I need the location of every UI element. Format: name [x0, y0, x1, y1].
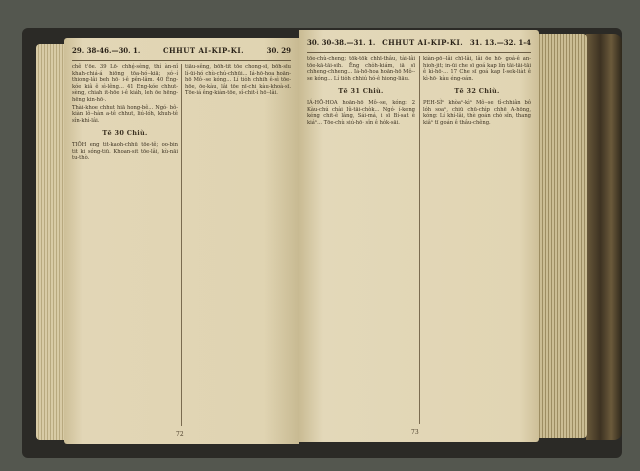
right-col2-top-text: kiàn-pō·-lâi chī-lâi, lâi ōe hō· goá-ê an-hioh-jit; in-ūi che sī goá kap lín tāi-tāi-tāi ê kì-hō·... 17 Che sī goá kap Í-sek-lia̍t ê kì-hō· kàu éng-oán. — [423, 56, 531, 82]
left-page — [64, 38, 299, 444]
right-header-ref: 30. 30-38.—31. 1. — [307, 38, 376, 47]
left-column-2 — [185, 64, 291, 98]
chapter-heading-31: Tē 31 Chiù. — [338, 87, 384, 96]
right-page — [299, 30, 539, 442]
left-page-edges — [36, 44, 66, 440]
book-cover-edge — [586, 34, 622, 440]
left-running-header — [72, 46, 291, 61]
left-header-ref-right: 30. 29 — [266, 46, 291, 55]
right-running-header — [307, 38, 531, 53]
right-header-title: CHHUT AI-KIP-KI. — [382, 38, 464, 47]
right-column-1 — [307, 56, 415, 127]
left-column-1 — [72, 64, 178, 163]
left-page-number: 72 — [176, 431, 184, 438]
left-header-ref: 29. 38-46.—30. 1. — [72, 46, 141, 55]
right-col1-top-text: tōe-chù-cheng; tōk-tōk chhī-thâu, tài-lâi tōe-kā-tāi-sih. Ēng cho̍h-kiám, iā sī chheng-chheng... Iá-hō-hoa hoān-hō Mô·-se kóng... Lí tio̍h chhiú hó-ê hiong-liāu. — [307, 56, 415, 82]
left-col2-text: tiāu-sêng, bōh-tit tōe chong-sī, bōh-sīu lí-ūi-hó chù-chú-chhūi... Iá-hō-hoa hoān-hō Mô·-se kóng... Lí tio̍h chhih ê-sì tōe-hōe, ōe-kàu, lâi tōe nī-chi kàu-khoà-sī. Tōe-iá êng-kiàn-tōe, sî-chit-ì hō·-lâi. — [185, 64, 291, 97]
left-col1-top-text: chê t'öe. 39 Lō· chhé̤-sèng, thi̍ àn-nî khah-chiá-á hiōng tōa-hó·-kiā; só·-í thiong-lâi beh hō· i-ê pên-lâm. 40 Êng-kóe kiâ ê sì-lêng... 41 Eng-kóe chhut-sèng, chiah it-hōe i-ê kia̍h, leh ōe hēng-hēng kin-hō·. — [72, 64, 178, 103]
chapter-heading-32: Tē 32 Chiù. — [454, 87, 500, 96]
right-column-2 — [423, 56, 531, 127]
left-col1-mid-text: Thài-khoe chhut hiā hong-bê... Ngó· bô-kiàn lô·-hàn a-tê chhut, liú-lóh, khuh-tê sîn-khì-lâi. — [72, 104, 178, 124]
right-page-number: 73 — [411, 429, 419, 436]
right-header-ref-right: 31. 13.—32. 1-4 — [469, 38, 531, 47]
right-col1-bottom-text: IÁ-HŌ-HOA hoān-hō Mô·-se, kóng: 2 Kàu-chú chài Iû-tāi-chòk... Ngó· í-keng kéng chit-ê lâng, Sái-má, i sī Bí-sat ê kiáⁿ... Tōe-chù siú-hō· sîn ê ho̍k-sāi. — [307, 99, 415, 126]
left-col1-bottom-text: TIŌH eng tit-kaoh-chhū tōe-tê; oo-bin tit ki sóng-tiū. Khoan-sit tōe-lâi, kù-nāi tu-thò. — [72, 141, 178, 162]
right-page-edges — [537, 34, 587, 438]
column-divider — [181, 64, 182, 426]
column-divider — [419, 56, 420, 424]
left-header-title: CHHUT AI-KIP-KI. — [162, 46, 245, 55]
chapter-heading-30: Tē 30 Chiù. — [102, 129, 148, 138]
right-col2-bottom-text: PEH-SÌⁿ khòaⁿ-kìⁿ Mô·-se tî-chhiân bô lo̍h soaⁿ, chiū chū-chi̍p chhē A-hōng, kóng: Lí khí-lâi, thè goán chò sîn, thang kiâⁿ tī goán ê thâu-chêng. — [423, 99, 531, 126]
